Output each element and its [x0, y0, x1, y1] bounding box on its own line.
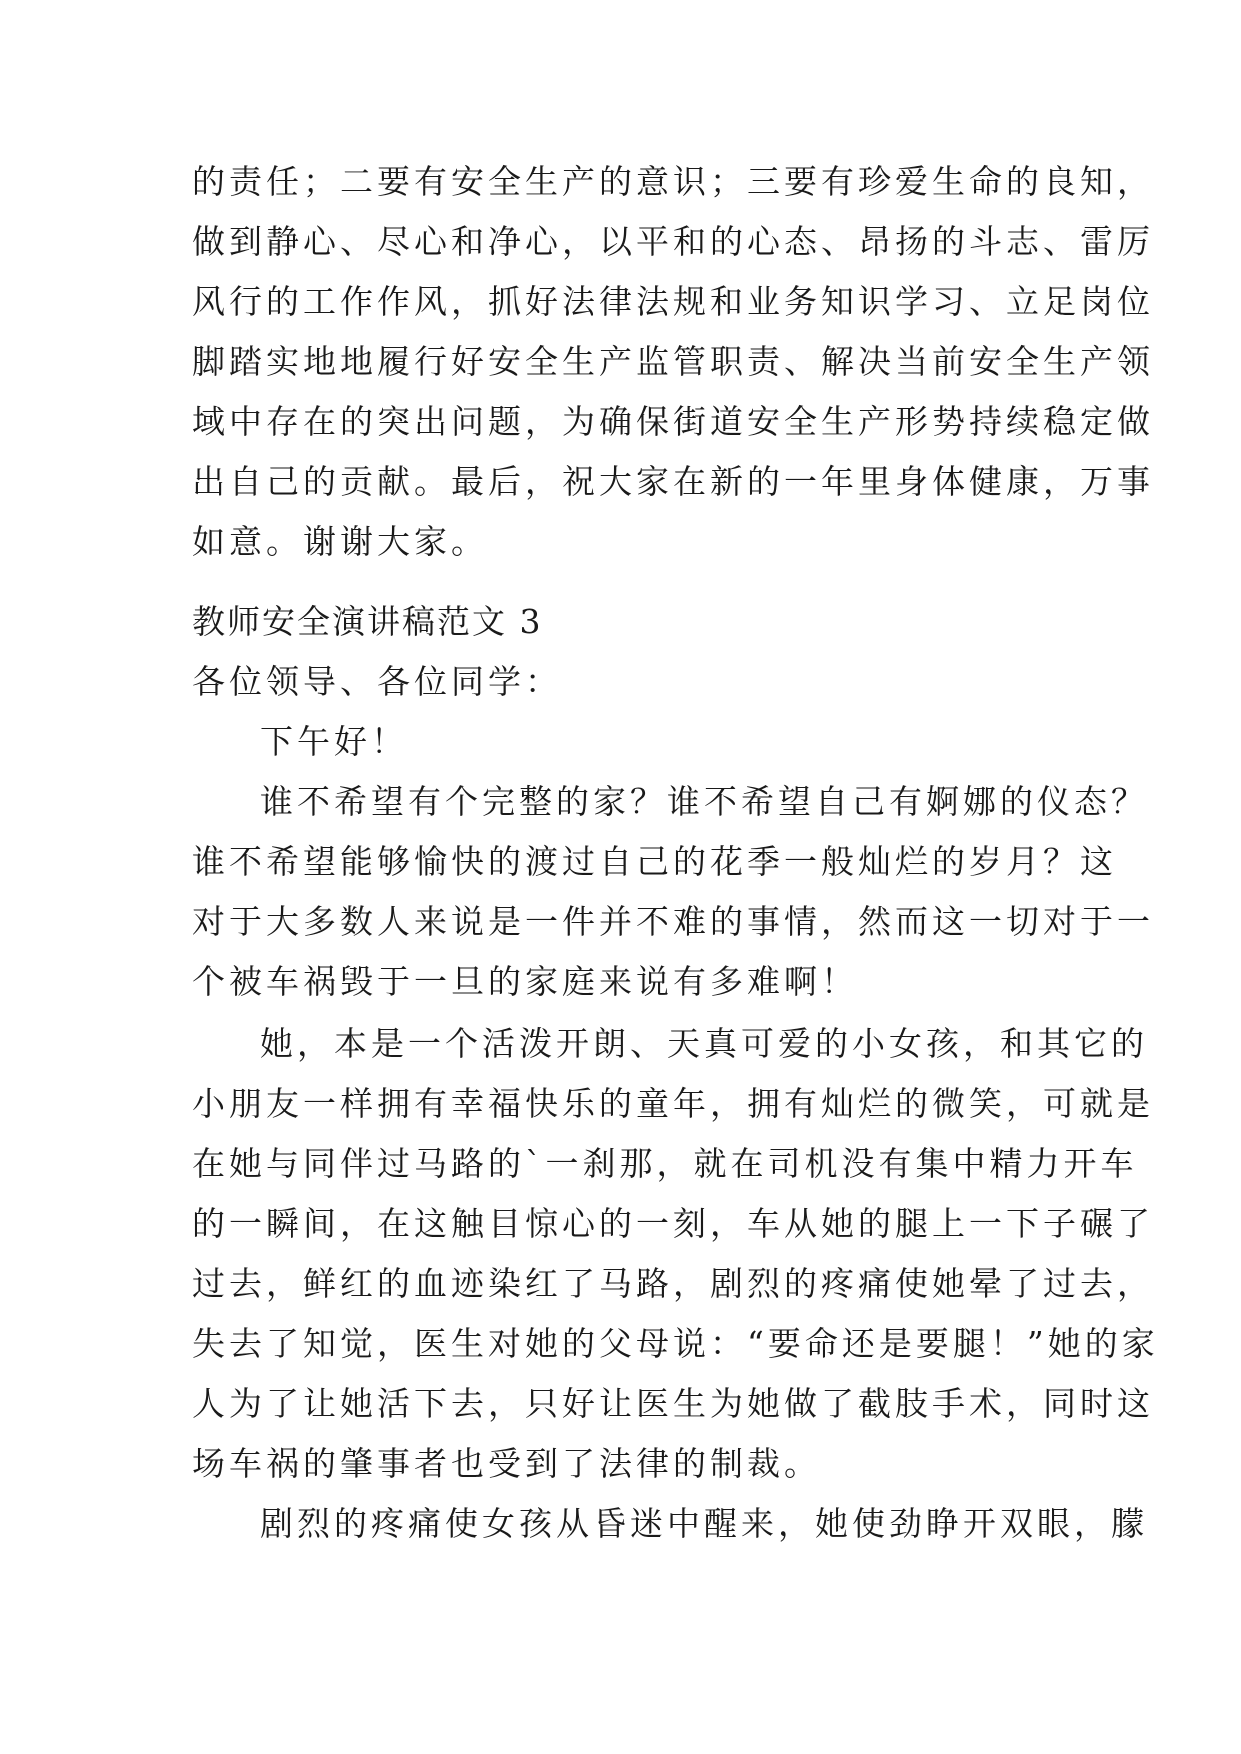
salutation: 各位领导、各位同学： — [192, 662, 562, 701]
text-line: 的责任；二要有安全生产的意识；三要有珍爱生命的良知， — [192, 162, 1154, 201]
text-line: 人为了让她活下去，只好让医生为她做了截肢手术，同时这 — [192, 1384, 1154, 1423]
greeting: 下午好！ — [260, 722, 408, 761]
section-title: 教师安全演讲稿范文 3 — [192, 602, 543, 641]
text-line: 如意。谢谢大家。 — [192, 522, 488, 561]
text-line: 风行的工作作风，抓好法律法规和业务知识学习、立足岗位 — [192, 282, 1154, 321]
section-header — [192, 592, 1072, 772]
text-line: 个被车祸毁于一旦的家庭来说有多难啊！ — [192, 962, 858, 1001]
text-line: 出自己的贡献。最后，祝大家在新的一年里身体健康，万事 — [192, 462, 1154, 501]
text-line: 谁不希望有个完整的家？谁不希望自己有婀娜的仪态？ — [260, 782, 1148, 821]
text-line: 她，本是一个活泼开朗、天真可爱的小女孩，和其它的 — [260, 1024, 1148, 1063]
text-line: 域中存在的突出问题，为确保街道安全生产形势持续稳定做 — [192, 402, 1154, 441]
paragraph-story — [192, 1014, 1159, 1494]
paragraph-continuation — [192, 1494, 1148, 1554]
text-line: 的一瞬间，在这触目惊心的一刻，车从她的腿上一下子碾了 — [192, 1204, 1154, 1243]
text-line: 对于大多数人来说是一件并不难的事情，然而这一切对于一 — [192, 902, 1154, 941]
text-line: 剧烈的疼痛使女孩从昏迷中醒来，她使劲睁开双眼，朦 — [260, 1504, 1148, 1543]
paragraph-intro — [192, 772, 1154, 1012]
text-line: 场车祸的肇事者也受到了法律的制裁。 — [192, 1444, 821, 1483]
text-line: 过去，鲜红的血迹染红了马路，剧烈的疼痛使她晕了过去， — [192, 1264, 1154, 1303]
text-line: 做到静心、尽心和净心，以平和的心态、昂扬的斗志、雷厉 — [192, 222, 1154, 261]
text-line: 脚踏实地地履行好安全生产监管职责、解决当前安全生产领 — [192, 342, 1154, 381]
paragraph-closing-remarks — [192, 152, 1154, 572]
text-line: 谁不希望能够愉快的渡过自己的花季一般灿烂的岁月？这 — [192, 842, 1117, 881]
text-line: 小朋友一样拥有幸福快乐的童年，拥有灿烂的微笑，可就是 — [192, 1084, 1154, 1123]
text-line: 在她与同伴过马路的`一刹那，就在司机没有集中精力开车 — [192, 1144, 1138, 1183]
text-line: 失去了知觉，医生对她的父母说：“要命还是要腿！”她的家 — [192, 1324, 1159, 1363]
